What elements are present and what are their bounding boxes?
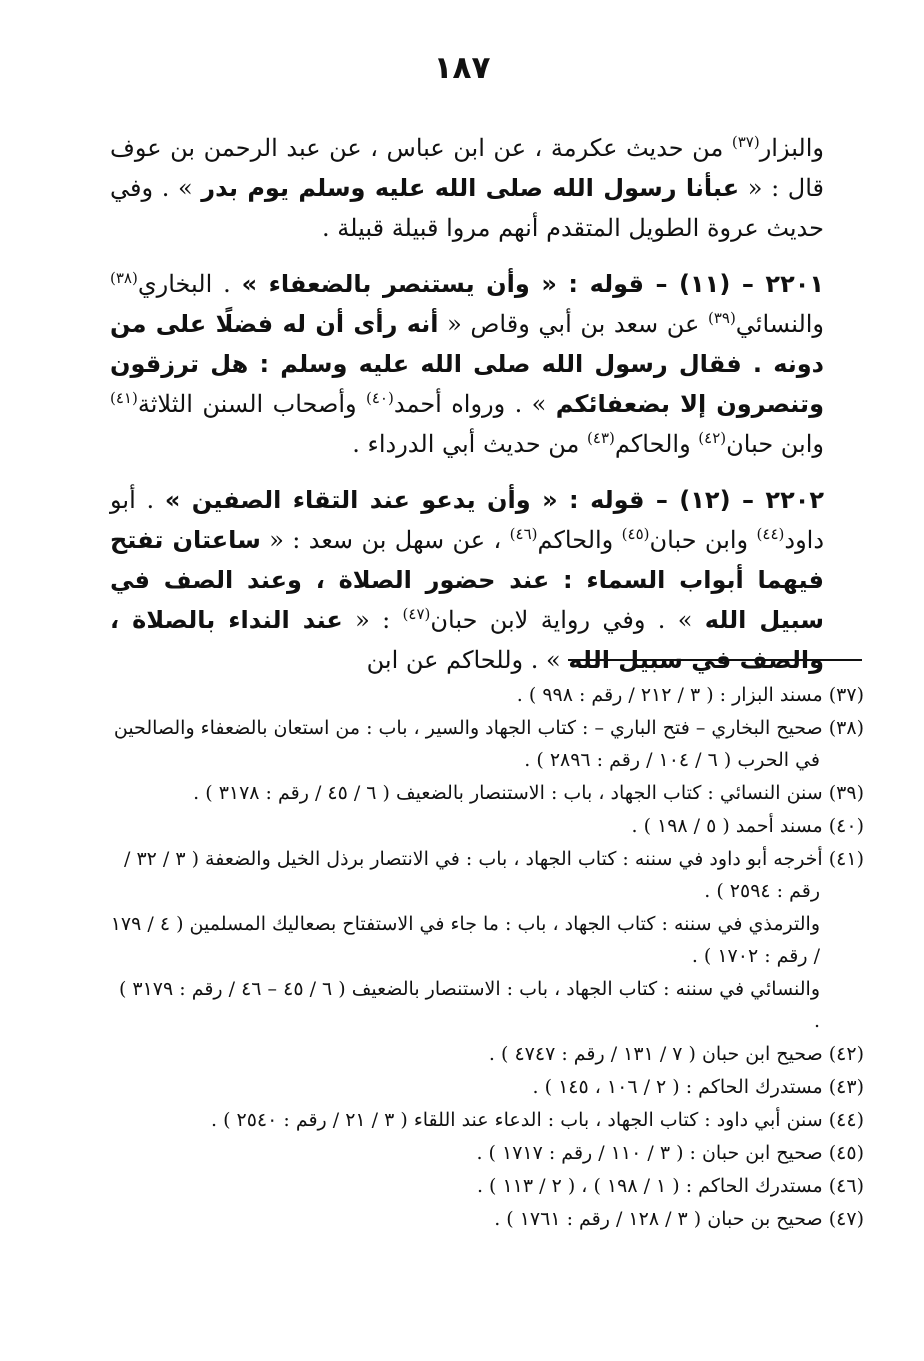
text-run: : « bbox=[342, 606, 403, 634]
paragraph bbox=[110, 480, 824, 680]
text-run: والحاكم bbox=[537, 526, 622, 554]
footnote-ref: (٤٤) bbox=[756, 525, 785, 543]
footnotes-section bbox=[110, 679, 864, 1236]
footnote: (٣٩) سنن النسائي : كتاب الجهاد ، باب : الاستنصار بالضعيف ( ٦ / ٤٥ / رقم : ٣١٧٨ ) . bbox=[193, 782, 864, 804]
footnote-ref: (٤٥) bbox=[621, 525, 650, 543]
footnote: (٤٢) صحيح ابن حبان ( ٧ / ١٣١ / رقم : ٤٧٤٧ ) . bbox=[488, 1043, 864, 1065]
footnote: (٤٣) مستدرك الحاكم : ( ٢ / ١٠٦ ، ١٤٥ ) . bbox=[532, 1076, 864, 1098]
text-run: والبزار bbox=[759, 134, 824, 162]
footnote: (٤٦) مستدرك الحاكم : ( ١ / ١٩٨ ) ، ( ٢ / ١١٣ ) . bbox=[476, 1175, 864, 1197]
text-run: » . وفي رواية لابن حبان bbox=[430, 606, 705, 634]
text-run: . أبو داود bbox=[110, 486, 825, 554]
text-run: » . وللحاكم عن ابن bbox=[366, 646, 569, 674]
footnote-ref: (٤٧) bbox=[402, 605, 431, 623]
text-run: » . ورواه أحمد bbox=[393, 390, 556, 418]
paragraph bbox=[110, 128, 824, 248]
bold-text: عبأنا رسول الله صلى الله عليه وسلم يوم بدر bbox=[201, 174, 740, 202]
bold-text: عند النداء بالصلاة ، والصف في سبيل الله bbox=[110, 606, 824, 674]
text-run: من حديث أبي الدرداء . bbox=[352, 430, 588, 458]
footnote: (٣٨) صحيح البخاري – فتح الباري – : كتاب الجهاد والسير ، باب : من استعان بالضعفاء والصالحين في الحرب ( ٦ / ١٠٤ / رقم : ٢٨٩٦ ) . bbox=[113, 717, 864, 771]
footnote: (٤٥) صحيح ابن حبان : ( ٣ / ١١٠ / رقم : ١٧١٧ ) . bbox=[476, 1142, 864, 1164]
text-run: من حديث عكرمة ، عن ابن عباس ، عن عبد الرحمن بن عوف قال : « bbox=[110, 134, 825, 202]
text-run: والحاكم bbox=[614, 430, 699, 458]
footnote: (٤١) أخرجه أبو داود في سننه : كتاب الجهاد ، باب : في الانتصار برذل الخيل والضعفة ( ٣ / ٣٢ / رقم : ٢٥٩٤ ) . bbox=[123, 848, 864, 902]
text-run: عن سعد بن أبي وقاص « bbox=[438, 310, 708, 338]
bold-text: ساعتان تفتح فيهما أبواب السماء : عند حضور الصلاة ، وعند الصف في سبيل الله bbox=[110, 526, 825, 634]
footnote-ref: (٣٨) bbox=[110, 269, 138, 287]
text-run: . البخاري bbox=[137, 270, 242, 298]
footnote-ref: (٣٧) bbox=[731, 133, 760, 151]
footnote: (٣٧) مسند البزار : ( ٣ / ٢١٢ / رقم : ٩٩٨ ) . bbox=[516, 684, 864, 706]
page-number: ١٨٧ bbox=[433, 50, 491, 86]
text-run: وابن حبان bbox=[726, 430, 824, 458]
footnote-ref: (٤١) bbox=[110, 389, 138, 407]
footnote-ref: (٤٠) bbox=[366, 389, 394, 407]
footnote-ref: (٤٢) bbox=[698, 429, 727, 447]
footnote: والترمذي في سننه : كتاب الجهاد ، باب : ما جاء في الاستفتاح بصعاليك المسلمين ( ٤ / ١٧٩ / رقم : ١٧٠٢ ) . bbox=[110, 913, 820, 967]
text-run: وابن حبان bbox=[649, 526, 757, 554]
paragraph bbox=[110, 264, 824, 464]
footnote: (٤٠) مسند أحمد ( ٥ / ١٩٨ ) . bbox=[631, 815, 864, 837]
footnote: (٤٧) صحيح بن حبان ( ٣ / ١٢٨ / رقم : ١٧٦١ ) . bbox=[494, 1208, 864, 1230]
text-run: ، عن سهل بن سعد : « bbox=[260, 526, 510, 554]
footnote-ref: (٣٩) bbox=[707, 309, 736, 327]
footnote-ref: (٤٣) bbox=[587, 429, 615, 447]
bold-text: ٢٢٠٢ – (١٢) – قوله : « وأن يدعو عند التقاء الصفين » bbox=[164, 486, 825, 514]
footnote: والنسائي في سننه : كتاب الجهاد ، باب : الاستنصار بالضعيف ( ٦ / ٤٥ – ٤٦ / رقم : ٣١٧٩ ) . bbox=[118, 978, 820, 1032]
text-run: » . وفي حديث عروة الطويل المتقدم أنهم مروا قبيلة قبيلة . bbox=[110, 174, 824, 242]
text-run: والنسائي bbox=[735, 310, 825, 338]
footnote: (٤٤) سنن أبي داود : كتاب الجهاد ، باب : الدعاء عند اللقاء ( ٣ / ٢١ / رقم : ٢٥٤٠ ) . bbox=[210, 1109, 864, 1131]
text-run: وأصحاب السنن الثلاثة bbox=[137, 390, 367, 418]
footnote-separator bbox=[568, 659, 862, 661]
bold-text: أنه رأى أن له فضلًا على من دونه . فقال رسول الله صلى الله عليه وسلم : هل ترزقون وتنصرون إلا بضعفائكم bbox=[110, 310, 824, 418]
footnote-ref: (٤٦) bbox=[509, 525, 538, 543]
main-text bbox=[110, 128, 824, 696]
bold-text: ٢٢٠١ – (١١) – قوله : « وأن يستنصر بالضعفاء » bbox=[241, 270, 825, 298]
